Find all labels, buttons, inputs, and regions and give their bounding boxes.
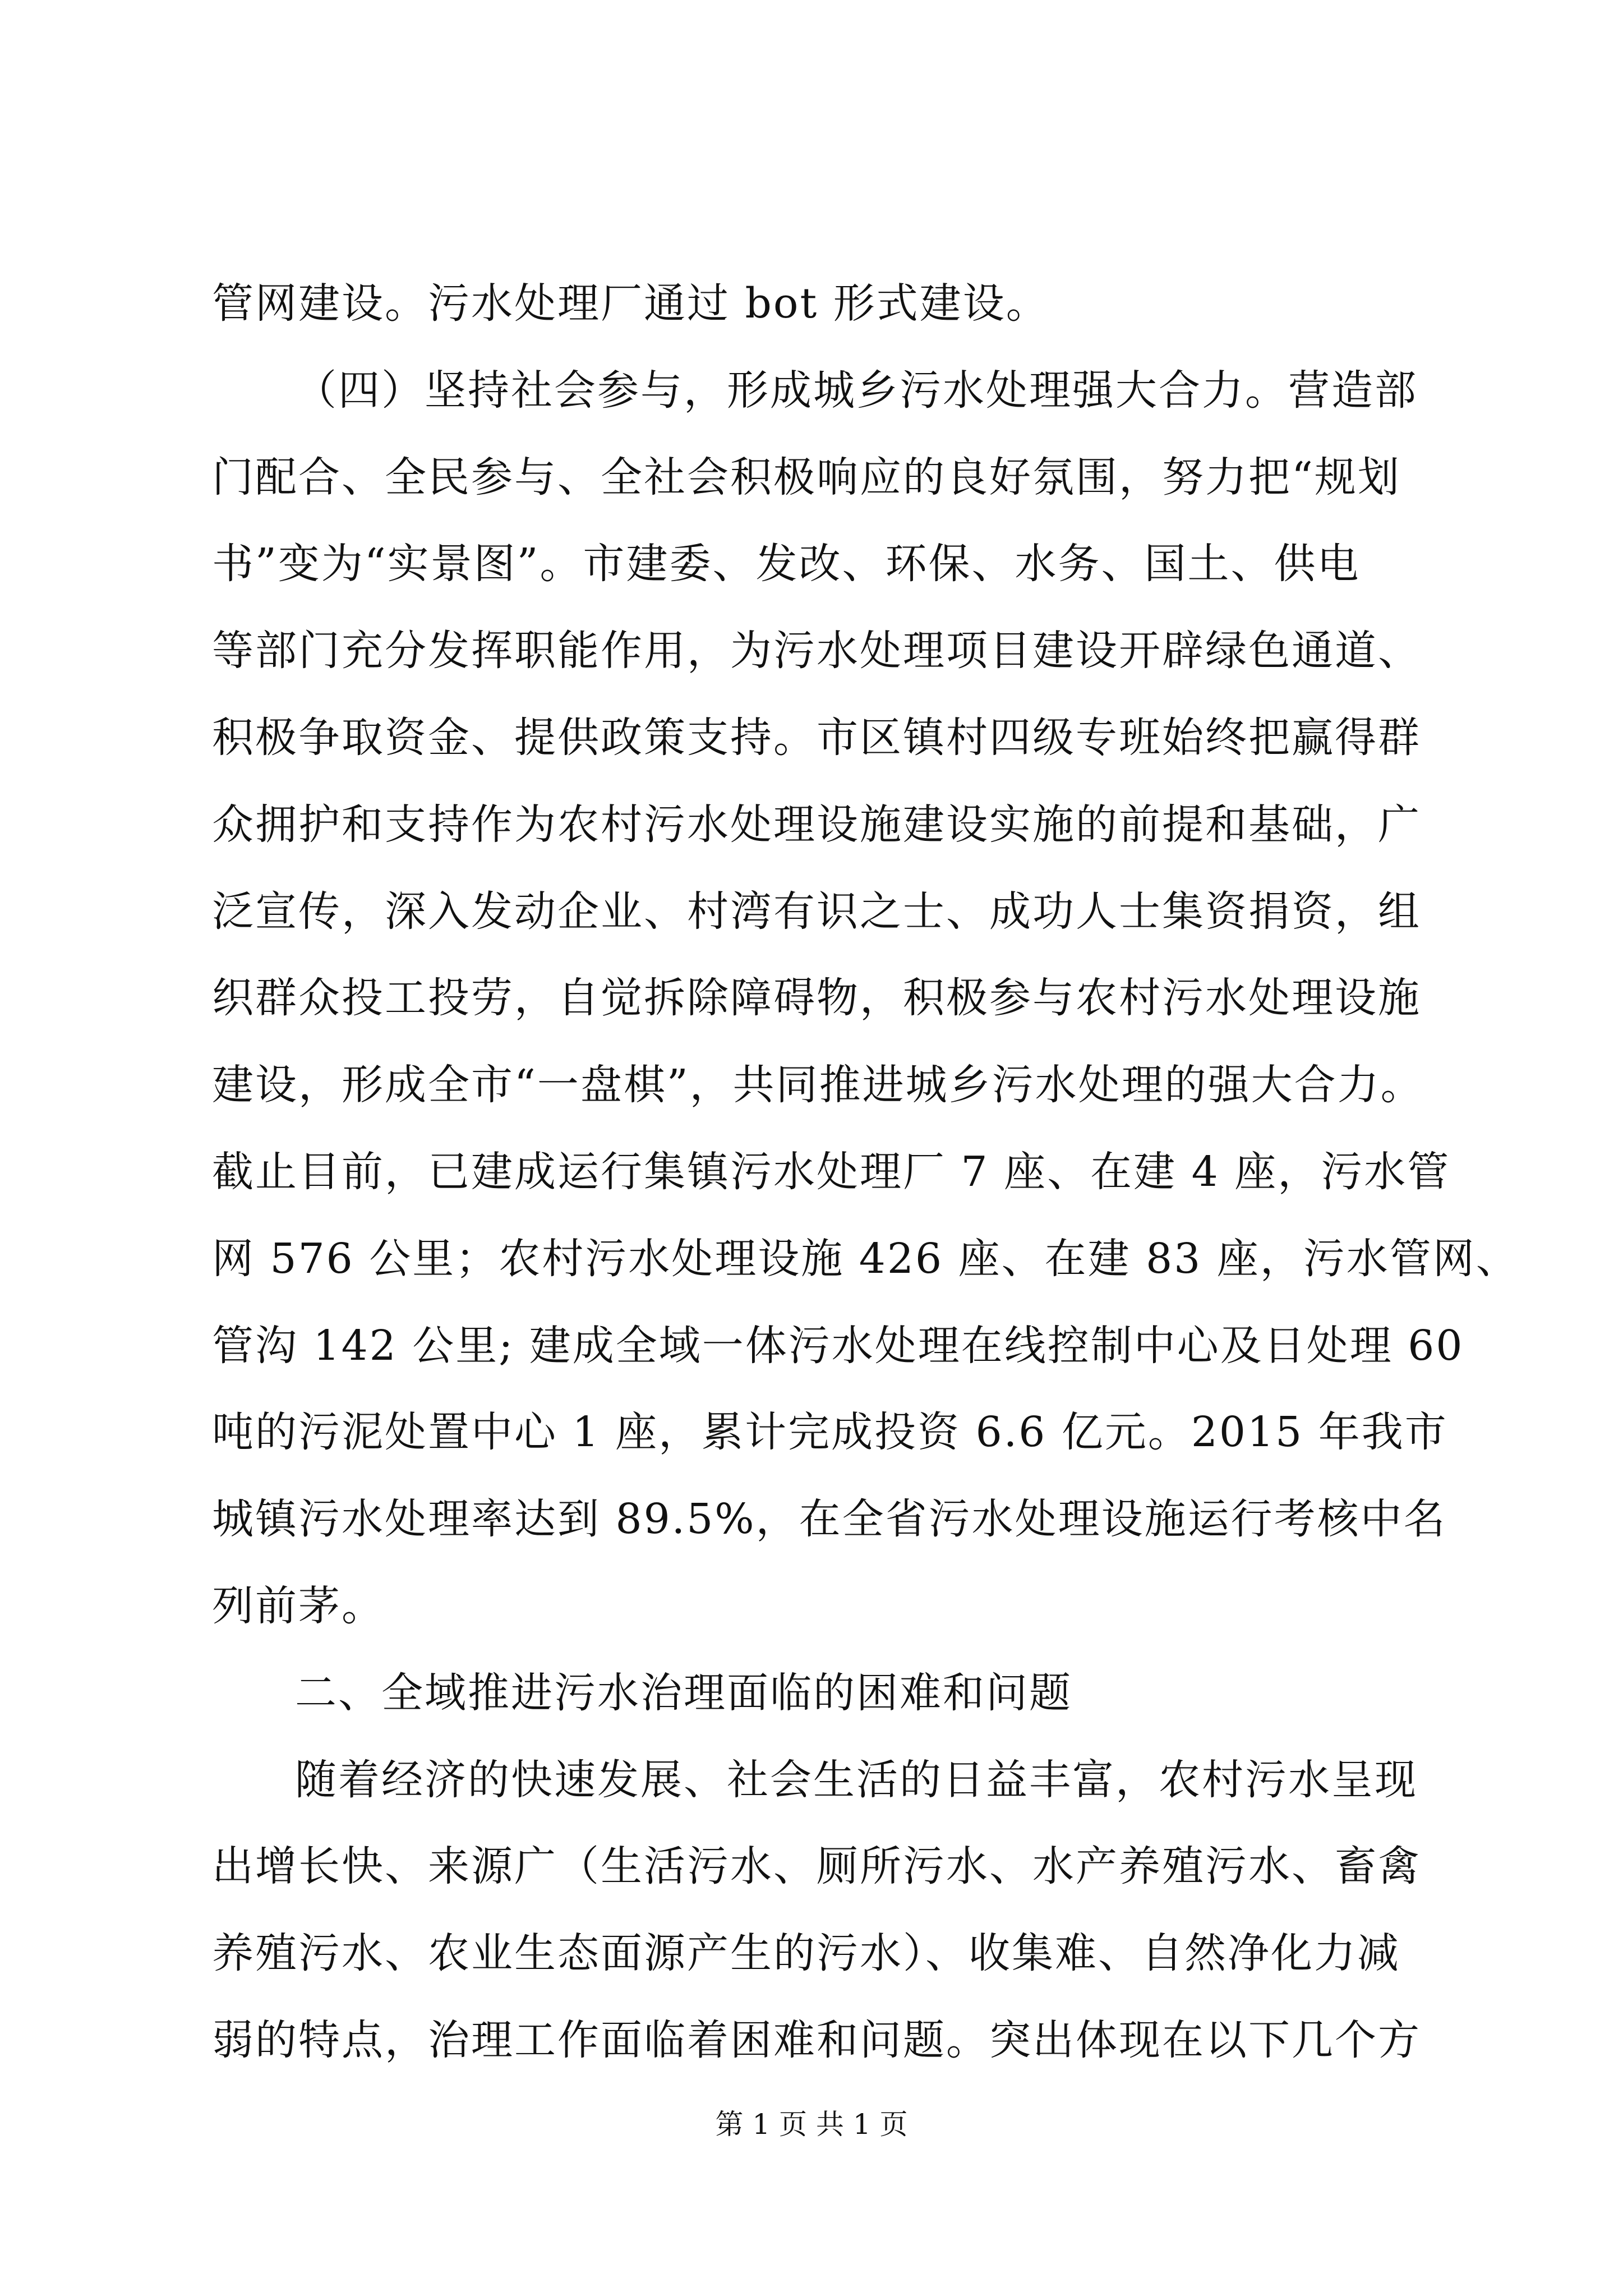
text-line-11: 截止目前，已建成运行集镇污水处理厂 7 座、在建 4 座，污水管: [212, 1148, 1451, 1196]
page-footer: 第 1 页 共 1 页: [715, 2108, 908, 2141]
section-two-heading: 二、全域推进污水治理面临的困难和问题: [295, 1669, 1072, 1717]
text-line-10: 建设，形成全市“一盘棋”，共同推进城乡污水处理的强大合力。: [212, 1061, 1424, 1109]
text-line-9: 织群众投工投劳，自觉拆除障碍物，积极参与农村污水处理设施: [212, 974, 1421, 1022]
text-line-18: 随着经济的快速发展、社会生活的日益丰富，农村污水呈现: [295, 1756, 1418, 1804]
text-line-8: 泛宣传，深入发动企业、村湾有识之士、成功人士集资捐资，组: [212, 887, 1421, 936]
text-line-16: 列前茅。: [212, 1582, 385, 1630]
paragraph-four-heading: （四）坚持社会参与，形成城乡污水处理强大合力。营造部: [295, 366, 1418, 415]
text-line-13: 管沟 142 公里; 建成全域一体污水处理在线控制中心及日处理 60: [212, 1322, 1464, 1370]
text-line-5: 等部门充分发挥职能作用，为污水处理项目建设开辟绿色通道、: [212, 627, 1421, 675]
text-line-15: 城镇污水处理率达到 89.5%，在全省污水处理设施运行考核中名: [212, 1495, 1447, 1543]
text-line-19: 出增长快、来源广（生活污水、厕所污水、水产养殖污水、畜禽: [212, 1842, 1421, 1890]
text-line-6: 积极争取资金、提供政策支持。市区镇村四级专班始终把赢得群: [212, 714, 1421, 762]
text-line-21: 弱的特点，治理工作面临着困难和问题。突出体现在以下几个方: [212, 2016, 1421, 2064]
text-line-4: 书”变为“实景图”。市建委、发改、环保、水务、国土、供电: [212, 540, 1361, 588]
text-line-3: 门配合、全民参与、全社会积极响应的良好氛围，努力把“规划: [212, 453, 1401, 501]
text-line-20: 养殖污水、农业生态面源产生的污水）、收集难、自然净化力减: [212, 1929, 1400, 1977]
text-line-7: 众拥护和支持作为农村污水处理设施建设实施的前提和基础，广: [212, 800, 1421, 849]
text-line-14: 吨的污泥处置中心 1 座，累计完成投资 6.6 亿元。2015 年我市: [212, 1408, 1448, 1456]
text-line-12: 网 576 公里；农村污水处理设施 426 座、在建 83 座，污水管网、: [212, 1235, 1519, 1283]
text-line-1: 管网建设。污水处理厂通过 bot 形式建设。: [212, 279, 1049, 328]
